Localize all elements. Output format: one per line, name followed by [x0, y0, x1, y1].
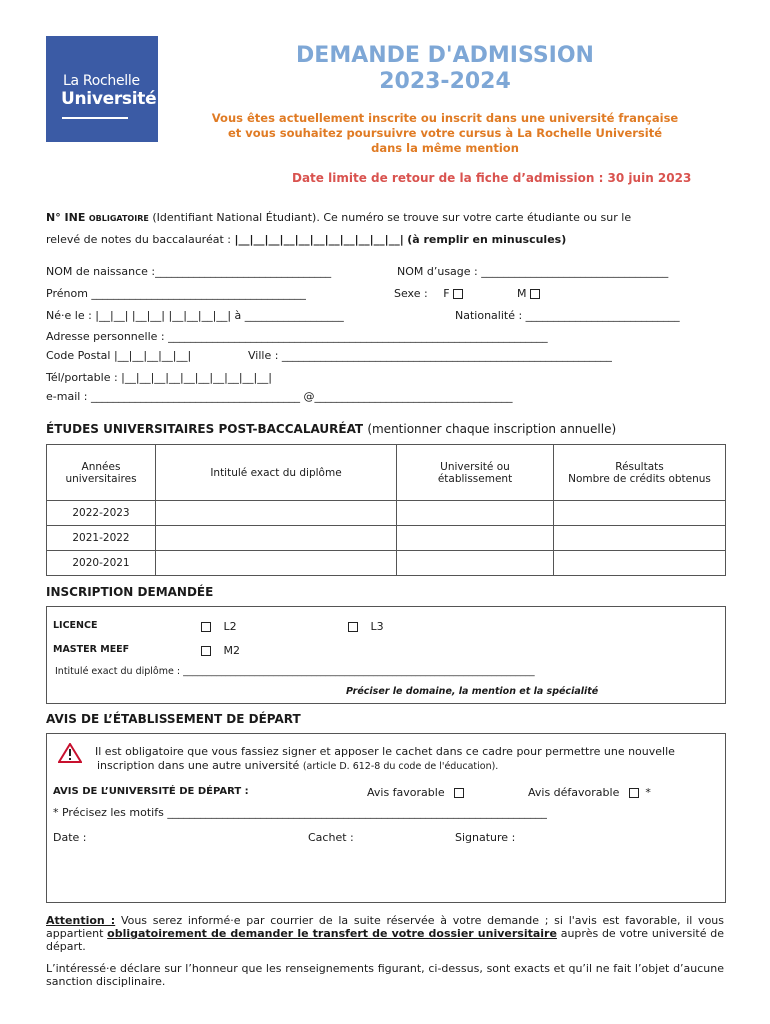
licence-label: LICENCE [53, 620, 98, 631]
warning-line1: Il est obligatoire que vous fassiez signer et apposer le cachet dans ce cadre pour permettre une nouvelle [95, 745, 675, 758]
l3-checkbox[interactable] [348, 622, 358, 632]
tel-field[interactable]: Tél/portable : |__|__|__|__|__|__|__|__|__|__| [46, 371, 272, 384]
motifs-field[interactable]: * Précisez les motifs _____________________________________________________________________ [53, 806, 547, 819]
signature-label: Signature : [455, 831, 516, 844]
sexe-group [394, 287, 543, 300]
studies-note: (mentionner chaque inscription annuelle) [367, 422, 617, 436]
l2-option [198, 620, 237, 633]
row-year: 2022-2023 [47, 501, 156, 526]
favorable-checkbox[interactable] [454, 788, 464, 798]
cell-input[interactable] [156, 551, 397, 576]
declaration-line2: d’aucune sanction disciplinaire. [46, 962, 725, 988]
attention-text2a: appartient [46, 927, 104, 940]
cachet-label: Cachet : [308, 831, 354, 844]
sexe-label: Sexe : [394, 287, 428, 300]
table-row [47, 551, 726, 576]
m2-option [198, 644, 240, 657]
title-line1: DEMANDE D'ADMISSION [296, 43, 594, 68]
subtitle-line1: Vous êtes actuellement inscrite ou inscrit dans une université française [211, 111, 679, 125]
nom-usage-field[interactable]: NOM d’usage : __________________________________ [397, 265, 669, 278]
favorable-label: Avis favorable [367, 786, 445, 799]
email-field[interactable]: e-mail : ______________________________________ @____________________________________ [46, 390, 513, 403]
sexe-f-label: F [443, 287, 450, 300]
cell-input[interactable] [554, 501, 726, 526]
studies-heading [46, 422, 616, 436]
col-intitule: Intitulé exact du diplôme [156, 445, 397, 501]
defavorable-label: Avis défavorable [528, 786, 620, 799]
ville-field[interactable]: Ville : ____________________________________________________________ [248, 349, 612, 362]
warning-text: inscription dans une autre université [97, 759, 300, 772]
declaration-paragraph [46, 962, 724, 988]
master-label: MASTER MEEF [53, 644, 130, 655]
ine-note: (à remplir en minuscules) [407, 233, 567, 246]
ine-required: OBLIGATOIRE [88, 214, 149, 223]
logo-line2: Université [61, 89, 157, 109]
l2-label: L2 [223, 620, 237, 633]
attention-emphasis: obligatoirement de demander le transfert de votre dossier universitaire [107, 927, 557, 940]
attention-text2c: auprès de votre [560, 927, 649, 940]
ine-boxes[interactable]: |__|__|__|__|__|__|__|__|__|__|__| [234, 233, 404, 246]
ne-le-field[interactable]: Né·e le : |__|__| |__|__| |__|__|__|__| à __________________ [46, 309, 344, 322]
col-resultats: Résultats Nombre de crédits obtenus [554, 445, 726, 501]
defavorable-checkbox[interactable] [629, 788, 639, 798]
logo-bar [62, 117, 128, 119]
declaration-line1: L’intéressé·e déclare sur l’honneur que les renseignements figurant, ci-dessus, sont exacts et qu’il ne fait l’objet [46, 962, 670, 975]
ine-text1: (Identifiant National Étudiant). Ce numéro se trouve sur votre carte étudiante ou sur le [152, 211, 632, 224]
date-label: Date : [53, 831, 87, 844]
studies-table [46, 444, 726, 576]
nom-naissance-field[interactable]: NOM de naissance :________________________________ [46, 265, 332, 278]
sexe-m-checkbox[interactable] [530, 289, 540, 299]
university-logo [46, 36, 158, 142]
attention-label: Attention : [46, 914, 116, 927]
m2-label: M2 [223, 644, 240, 657]
ine-label: N° INE [46, 211, 86, 224]
attention-text3: université de départ. [46, 927, 725, 953]
favorable-option [367, 786, 467, 799]
defavorable-star: * [645, 786, 651, 799]
intitule-diplome-field[interactable]: Intitulé exact du diplôme : __________________________________________________________________________ [55, 666, 535, 677]
row-year: 2021-2022 [47, 526, 156, 551]
cell-input[interactable] [554, 526, 726, 551]
nationalite-field[interactable]: Nationalité : ____________________________ [455, 309, 680, 322]
subtitle-line2: et vous souhaitez poursuivre votre cursus à La Rochelle Université [227, 126, 663, 140]
cell-input[interactable] [397, 501, 554, 526]
prenom-field[interactable]: Prénom _______________________________________ [46, 287, 306, 300]
cell-input[interactable] [397, 526, 554, 551]
ine-line2 [46, 233, 566, 246]
subtitle-line3: dans la même mention [371, 141, 519, 155]
warning-line2 [97, 759, 498, 772]
avis-universite-label: AVIS DE L’UNIVERSITÉ DE DÉPART : [53, 786, 249, 797]
sexe-f-checkbox[interactable] [453, 289, 463, 299]
attention-text1: Vous serez informé·e par courrier de la suite réservée à votre demande ; si l'avis est favorable, il vous [120, 914, 725, 927]
table-row [47, 501, 726, 526]
adresse-field[interactable]: Adresse personnelle : _____________________________________________________________________ [46, 330, 548, 343]
studies-title: ÉTUDES UNIVERSITAIRES POST-BACCALAURÉAT [46, 422, 364, 436]
ine-text2: relevé de notes du baccalauréat : [46, 233, 231, 246]
l3-label: L3 [370, 620, 384, 633]
avis-heading: AVIS DE L’ÉTABLISSEMENT DE DÉPART [46, 712, 301, 726]
cell-input[interactable] [156, 501, 397, 526]
sexe-m-label: M [517, 287, 527, 300]
l3-option [345, 620, 384, 633]
l2-checkbox[interactable] [201, 622, 211, 632]
inscription-heading: INSCRIPTION DEMANDÉE [46, 585, 214, 599]
col-annees: Années universitaires [47, 445, 156, 501]
table-header-row [47, 445, 726, 501]
logo-line1: La Rochelle [63, 73, 140, 89]
defavorable-option [528, 786, 651, 799]
col-universite: Université ou établissement [397, 445, 554, 501]
cell-input[interactable] [156, 526, 397, 551]
code-postal-field[interactable]: Code Postal |__|__|__|__|__| [46, 349, 192, 362]
cell-input[interactable] [554, 551, 726, 576]
warning-ref: (article D. 612-8 du code de l'éducation). [302, 761, 499, 772]
deadline: Date limite de retour de la fiche d’admission : 30 juin 2023 [292, 171, 692, 185]
ine-line1 [46, 211, 631, 224]
attention-paragraph [46, 914, 724, 953]
row-year: 2020-2021 [47, 551, 156, 576]
table-row [47, 526, 726, 551]
cell-input[interactable] [397, 551, 554, 576]
preciser-note: Préciser le domaine, la mention et la spécialité [346, 686, 599, 697]
m2-checkbox[interactable] [201, 646, 211, 656]
title-line2: 2023-2024 [379, 69, 511, 94]
warning-icon [58, 743, 82, 763]
